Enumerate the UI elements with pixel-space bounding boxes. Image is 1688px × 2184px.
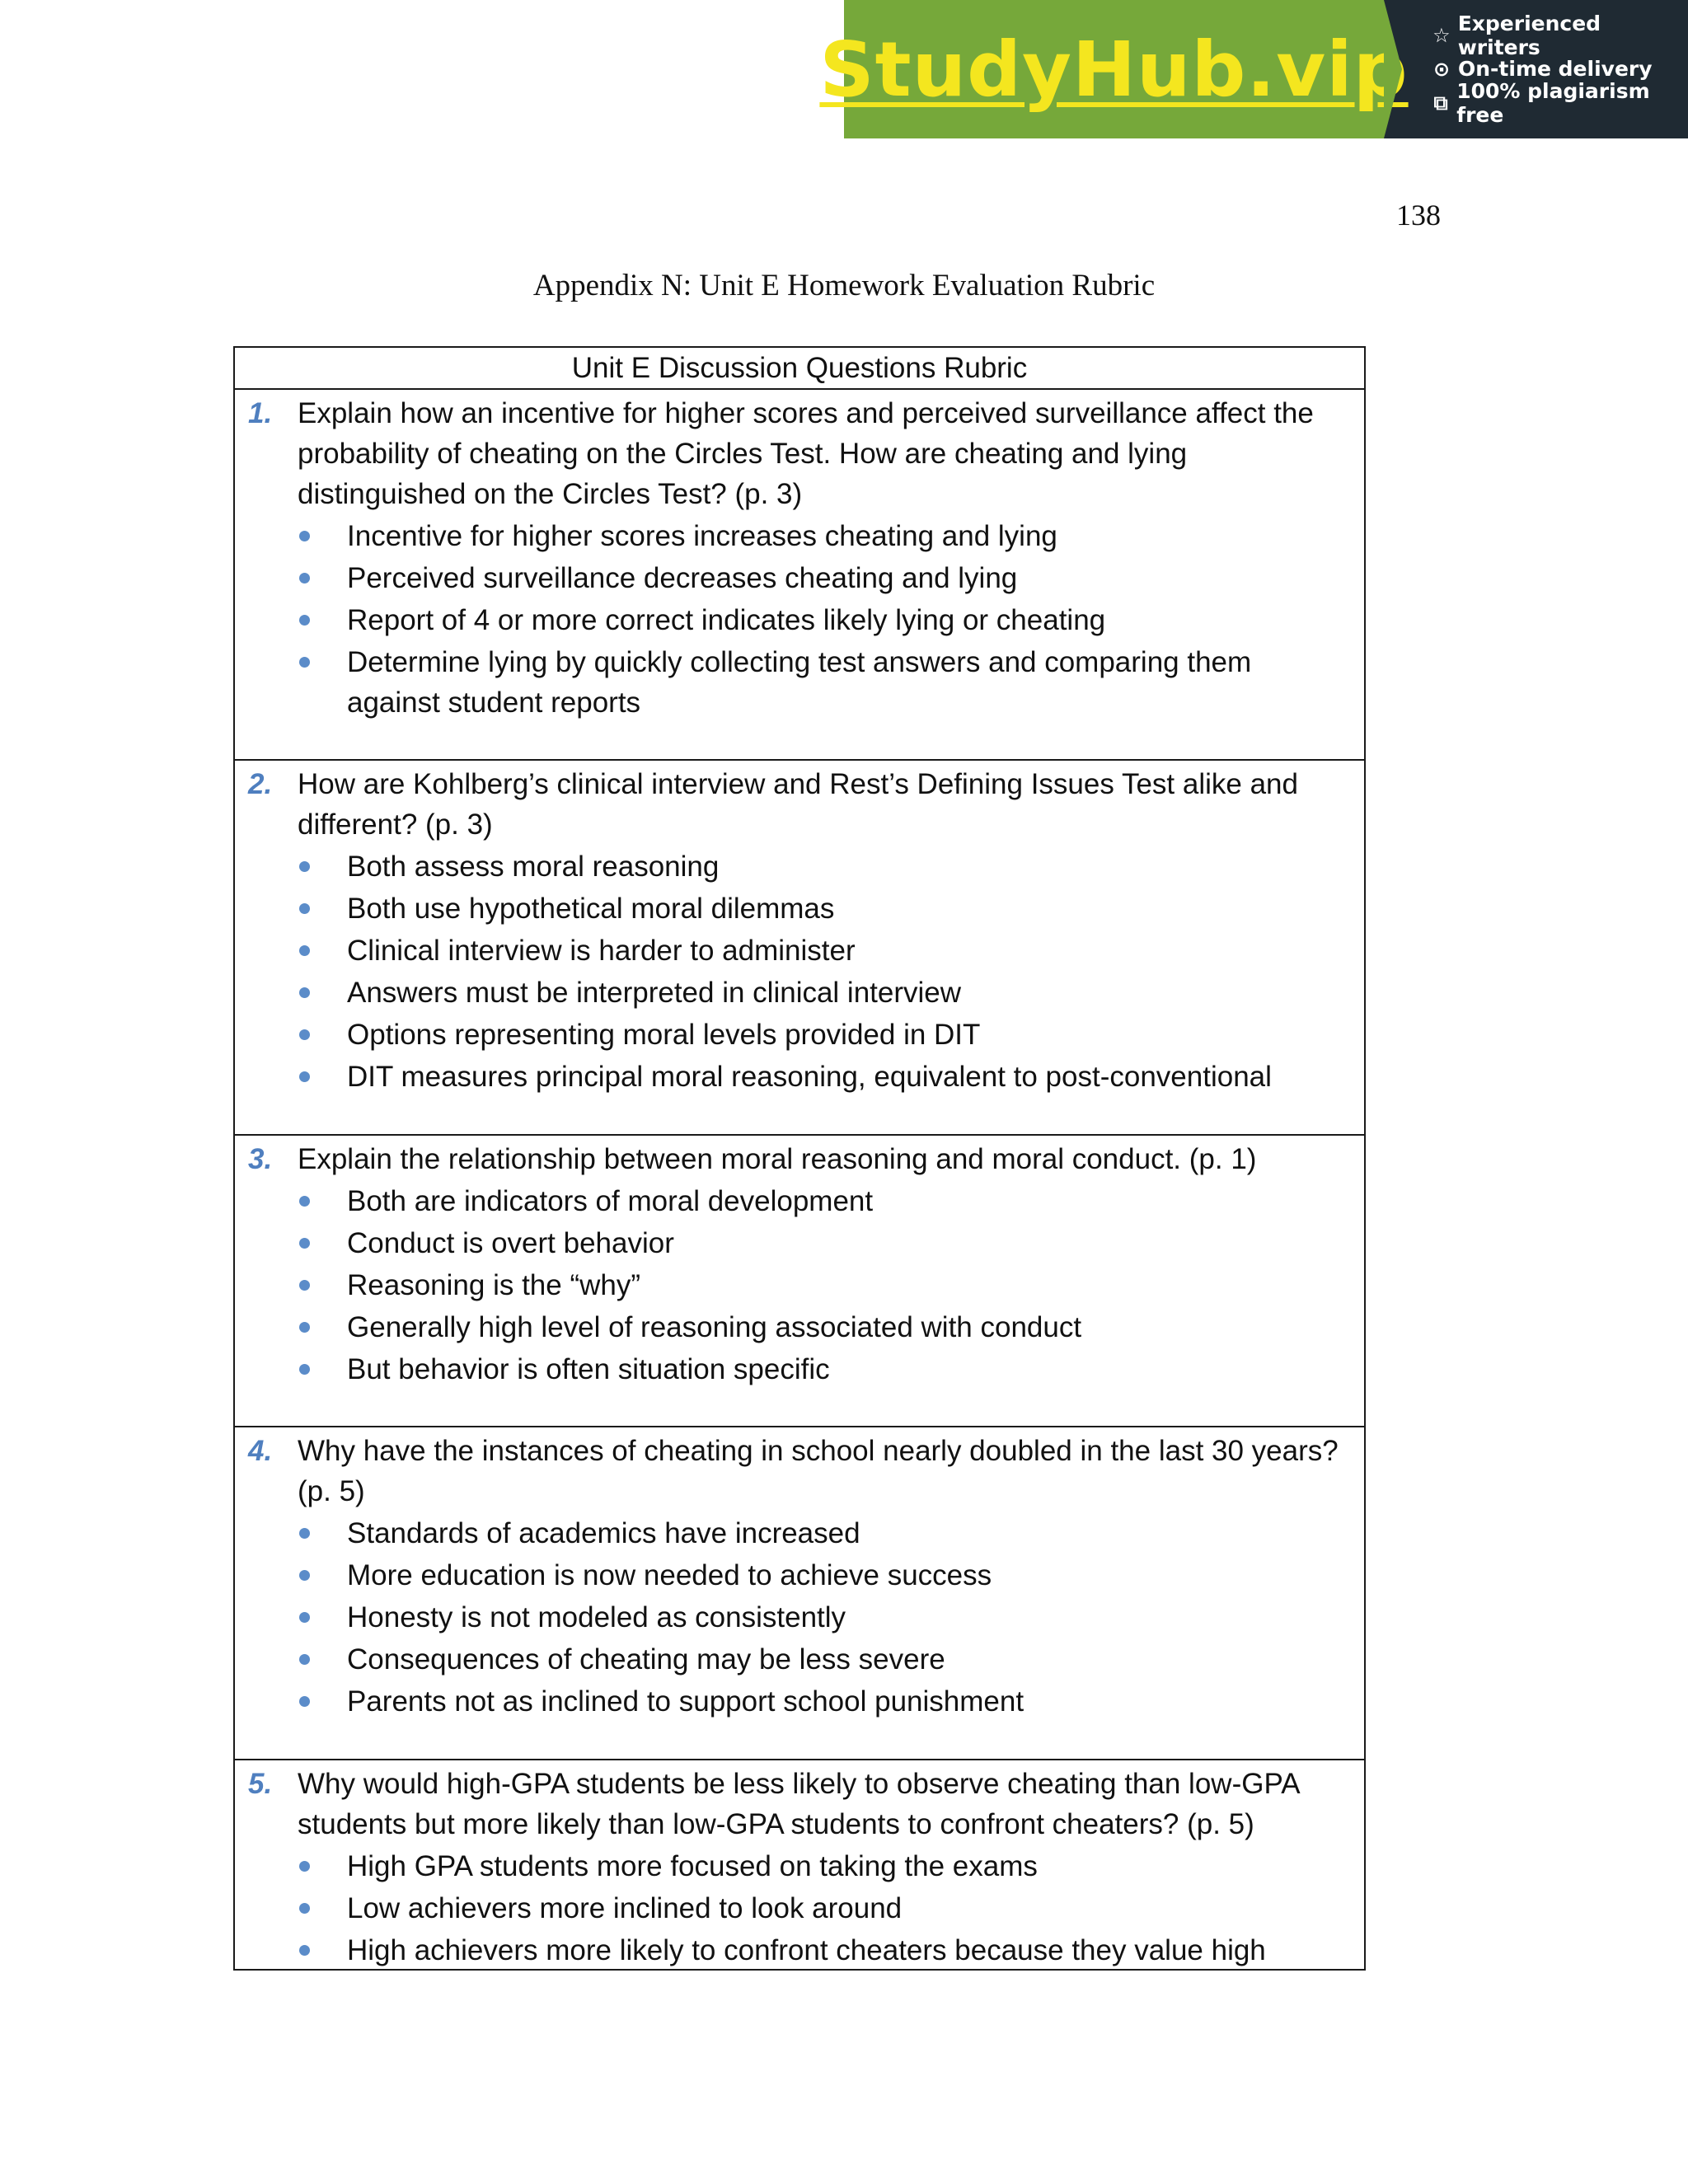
question-text: Why would high-GPA students be less likely to observe cheating than low-GPA students but more likely than low-GPA students to confront cheaters? (p. 5) [298,1768,1299,1840]
list-item [298,1639,1351,1680]
answer-bullet-list [248,846,1351,1097]
questions-container [235,390,1364,1966]
bullet-text: Parents not as inclined to support school punishment [347,1685,1025,1718]
list-item [298,1888,1351,1929]
question-text: How are Kohlberg’s clinical interview and Rest’s Defining Issues Test alike and different? (p. 3) [298,768,1298,841]
question-text: Explain the relationship between moral reasoning and moral conduct. (p. 1) [298,1143,1257,1175]
question-number: 3. [248,1143,273,1175]
list-item [298,1555,1351,1596]
bullet-icon [298,558,347,598]
list-item [298,846,1351,887]
question-text: Explain how an incentive for higher scores and perceived surveillance affect the probability of cheating on the Circles Test. How are cheating and lying distinguished on the Circles Test? (p. 3) [298,397,1314,510]
list-item [298,1349,1351,1390]
copy-document-icon: ⧉ [1433,91,1448,115]
bullet-text: Report of 4 or more correct indicates likely lying or cheating [347,604,1106,636]
list-item [298,1307,1351,1347]
bullet-text: Honesty is not modeled as consistently [347,1601,846,1633]
bullet-icon [298,1223,347,1263]
question-row [248,1764,1351,1844]
bullet-text: Perceived surveillance decreases cheating and lying [347,562,1018,594]
bullet-icon [298,972,347,1013]
page-title: Appendix N: Unit E Homework Evaluation Rubric [532,269,1156,302]
list-item [298,1597,1351,1638]
list-item [298,600,1351,640]
list-item [298,1681,1351,1722]
bullet-text: DIT measures principal moral reasoning, equivalent to post-conventional [347,1061,1272,1093]
bullet-text: Both use hypothetical moral dilemmas [347,893,835,925]
bullet-text: Generally high level of reasoning associated with conduct [347,1311,1082,1343]
bullet-icon [298,1846,347,1886]
list-item [298,972,1351,1013]
studyhub-banner[interactable] [819,0,1688,138]
clock-icon: ⊙ [1432,57,1451,81]
banner-arrow-shape [1384,0,1402,138]
bullet-icon [298,1930,347,1971]
question-cell [235,1136,1364,1427]
question-row [248,1431,1351,1511]
bullet-icon [298,846,347,887]
bullet-icon [298,1555,347,1596]
bullet-icon [298,1307,347,1347]
bullet-icon [298,930,347,971]
bullet-icon [298,1888,347,1929]
bullet-icon [298,1181,347,1221]
bullet-text: Both assess moral reasoning [347,851,720,883]
list-item [298,1513,1351,1554]
bullet-text: Incentive for higher scores increases cheating and lying [347,520,1057,552]
answer-bullet-list [248,1181,1351,1390]
rubric-table [233,346,1366,1971]
bullet-icon [298,600,347,640]
table-header: Unit E Discussion Questions Rubric [235,348,1364,390]
list-item [298,888,1351,929]
bullet-icon [298,642,347,723]
page-number: 138 [1396,199,1441,232]
studyhub-logo-text: StudyHub.vip [819,25,1409,114]
question-row [248,764,1351,845]
bullet-icon [298,1265,347,1305]
bullet-text: Determine lying by quickly collecting test answers and comparing them against student reports [347,646,1252,719]
bullet-text: Options representing moral levels provided in DIT [347,1019,981,1051]
list-item [298,1015,1351,1055]
list-item [298,558,1351,598]
bullet-text: But behavior is often situation specific [347,1353,830,1385]
feature-plagiarism-free [1430,78,1688,127]
bullet-text: Low achievers more inclined to look around [347,1892,903,1924]
bullet-text: More education is now needed to achieve success [347,1559,992,1591]
question-cell [235,761,1364,1136]
bullet-icon [298,888,347,929]
bullet-icon [298,1513,347,1554]
bullet-text: Clinical interview is harder to administer [347,935,856,967]
list-item [298,1930,1351,1971]
question-row [248,393,1351,514]
bullet-text: Answers must be interpreted in clinical interview [347,977,962,1009]
answer-bullet-list [248,1846,1351,1971]
feature-label: Experienced writers [1457,11,1601,59]
bullet-text: High achievers more likely to confront cheaters because they value high [347,1934,1266,1966]
star-outline-icon: ☆ [1432,23,1451,47]
studyhub-logo[interactable] [819,0,1409,138]
feature-label: 100% plagiarism free [1456,78,1650,127]
feature-label: On-time delivery [1458,57,1653,81]
list-item [298,516,1351,556]
bullet-icon [298,1349,347,1390]
bullet-text: Both are indicators of moral development [347,1185,874,1217]
banner-features [1384,0,1688,138]
question-text: Why have the instances of cheating in school nearly doubled in the last 30 years? (p. 5) [298,1435,1339,1507]
answer-bullet-list [248,516,1351,723]
list-item [298,1181,1351,1221]
question-number: 5. [248,1768,273,1800]
bullet-icon [298,1681,347,1722]
list-item [298,1265,1351,1305]
question-cell [235,390,1364,761]
question-number: 1. [248,397,273,429]
answer-bullet-list [248,1513,1351,1722]
bullet-icon [298,1639,347,1680]
list-item [298,642,1351,723]
list-item [298,1846,1351,1886]
bullet-text: Standards of academics have increased [347,1517,860,1549]
question-cell [235,1427,1364,1760]
bullet-icon [298,516,347,556]
list-item [298,1057,1351,1097]
question-number: 4. [248,1435,273,1467]
question-number: 2. [248,768,273,800]
list-item [298,930,1351,971]
bullet-text: Reasoning is the “why” [347,1269,640,1301]
feature-experienced-writers [1430,11,1688,59]
bullet-text: High GPA students more focused on taking the exams [347,1850,1038,1882]
question-row [248,1139,1351,1179]
bullet-text: Conduct is overt behavior [347,1227,674,1259]
bullet-icon [298,1015,347,1055]
list-item [298,1223,1351,1263]
bullet-text: Consequences of cheating may be less severe [347,1643,945,1675]
bullet-icon [298,1057,347,1097]
question-cell [235,1760,1364,1966]
bullet-icon [298,1597,347,1638]
